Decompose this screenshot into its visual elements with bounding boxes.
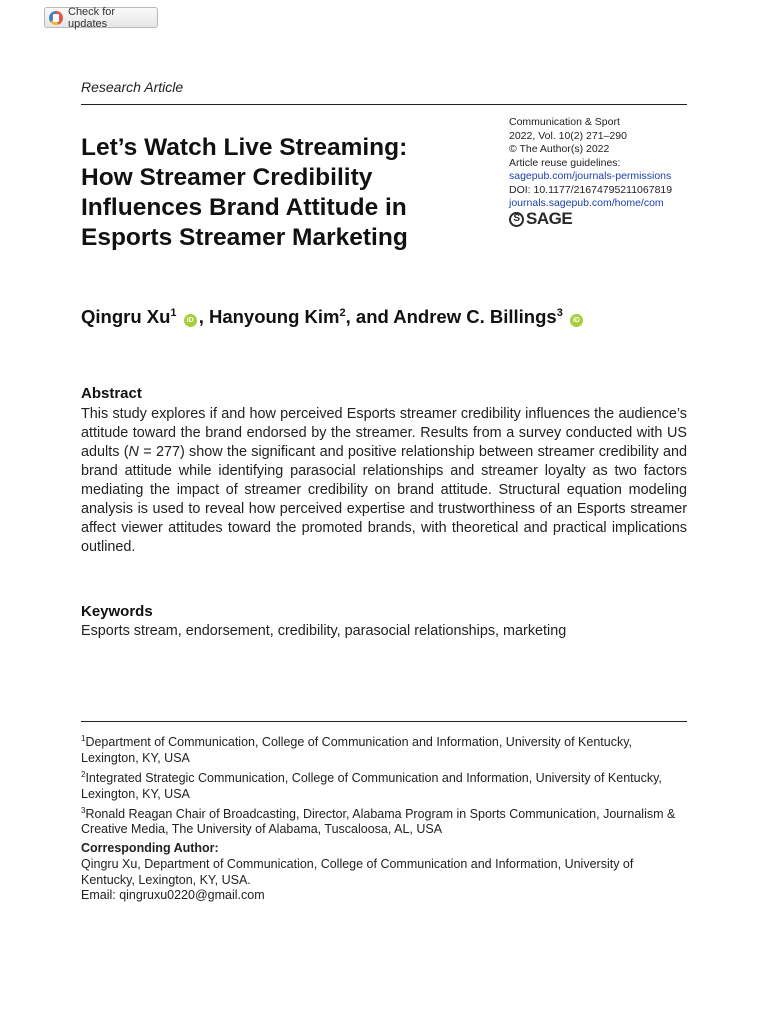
author-affiliation-mark: 3 xyxy=(556,306,563,319)
journal-volume: 2022, Vol. 10(2) 271–290 xyxy=(509,129,627,142)
affiliation-text: Department of Communication, College of Communication and Information, University of Kentucky, Lexington, KY, USA xyxy=(81,735,632,765)
affiliation-mark: 1 xyxy=(81,734,86,743)
footnote-divider xyxy=(81,721,687,722)
keywords-heading: Keywords xyxy=(81,603,153,620)
corresponding-author-email[interactable]: Email: qingruxu0220@gmail.com xyxy=(81,888,265,903)
affiliation-item xyxy=(81,767,687,803)
abstract-text-part: This study explores if and how perceived Esports streamer credibility influences the audience’s attitude toward the brand endorsed by the streamer. Results from a survey conducted with US adults ( xyxy=(81,406,687,460)
copyright: © The Author(s) 2022 xyxy=(509,143,610,155)
check-for-updates-button[interactable] xyxy=(44,7,158,28)
header-divider xyxy=(81,104,687,105)
permissions-link[interactable]: sagepub.com/journals-permissions xyxy=(509,170,672,182)
keywords-text: Esports stream, endorsement, credibility, parasocial relationships, marketing xyxy=(81,623,567,639)
affiliation-mark: 2 xyxy=(81,769,86,779)
title-line: How Streamer Credibility xyxy=(81,164,373,191)
author-list xyxy=(81,306,585,328)
author-name: Andrew C. Billings xyxy=(393,306,557,327)
affiliation-item xyxy=(81,803,687,839)
orcid-icon[interactable]: iD xyxy=(570,314,583,327)
corresponding-author xyxy=(81,841,687,904)
article-title xyxy=(81,133,481,253)
title-line: Influences Brand Attitude in xyxy=(81,194,407,221)
author-name: Hanyoung Kim xyxy=(208,306,340,327)
orcid-icon[interactable]: iD xyxy=(184,314,197,327)
author-name: Qingru Xu xyxy=(81,306,171,327)
publisher-name: SAGE xyxy=(526,209,573,229)
sage-logo xyxy=(509,209,694,229)
corresponding-author-heading: Corresponding Author: xyxy=(81,841,219,855)
sage-mark-icon: S xyxy=(509,212,524,227)
affiliations xyxy=(81,731,687,838)
journal-meta xyxy=(509,116,694,227)
abstract-text xyxy=(81,405,687,557)
title-line: Let’s Watch Live Streaming: xyxy=(81,134,408,161)
author-affiliation-mark: 2 xyxy=(339,306,346,319)
author-affiliation-mark: 1 xyxy=(170,306,177,319)
author-separator: , xyxy=(198,306,209,327)
title-line: Esports Streamer Marketing xyxy=(81,224,408,251)
article-type: Research Article xyxy=(81,79,184,95)
affiliation-mark: 3 xyxy=(81,805,86,815)
affiliation-item xyxy=(81,731,687,767)
reuse-guidelines: Article reuse guidelines: xyxy=(509,156,621,169)
journal-homepage-link[interactable]: journals.sagepub.com/home/com xyxy=(509,197,664,209)
affiliation-text: Ronald Reagan Chair of Broadcasting, Director, Alabama Program in Sports Communication, Journalism & Creative Media, The University of Alabama, Tuscaloosa, AL, USA xyxy=(81,806,676,837)
affiliation-text: Integrated Strategic Communication, College of Communication and Information, University of Kentucky, Lexington, KY, USA xyxy=(81,770,662,801)
abstract-text-part: = 277) show the significant and positive relationship between streamer credibility and brand attitude while identifying parasocial relationships and streamer loyalty as two factors mediating the impact of streamer credibility on brand attitude. Structural equation modeling analysis is used to reveal how perceived expertise and trustworthiness of an Esports streamer affect viewer attitudes toward the promoted brands, with theoretical and practical implications outlined. xyxy=(81,444,687,555)
corresponding-author-address: Qingru Xu, Department of Communication, College of Communication and Information, University of Kentucky, Lexington, KY, USA. xyxy=(81,856,634,887)
journal-name: Communication & Sport xyxy=(509,116,620,128)
crossmark-icon xyxy=(49,11,63,25)
abstract-heading: Abstract xyxy=(81,385,142,402)
check-for-updates-label: Check for updates xyxy=(68,5,116,30)
sample-size-symbol: N xyxy=(128,444,139,460)
doi: DOI: 10.1177/21674795211067819 xyxy=(509,183,673,196)
author-separator: , and xyxy=(345,306,394,327)
